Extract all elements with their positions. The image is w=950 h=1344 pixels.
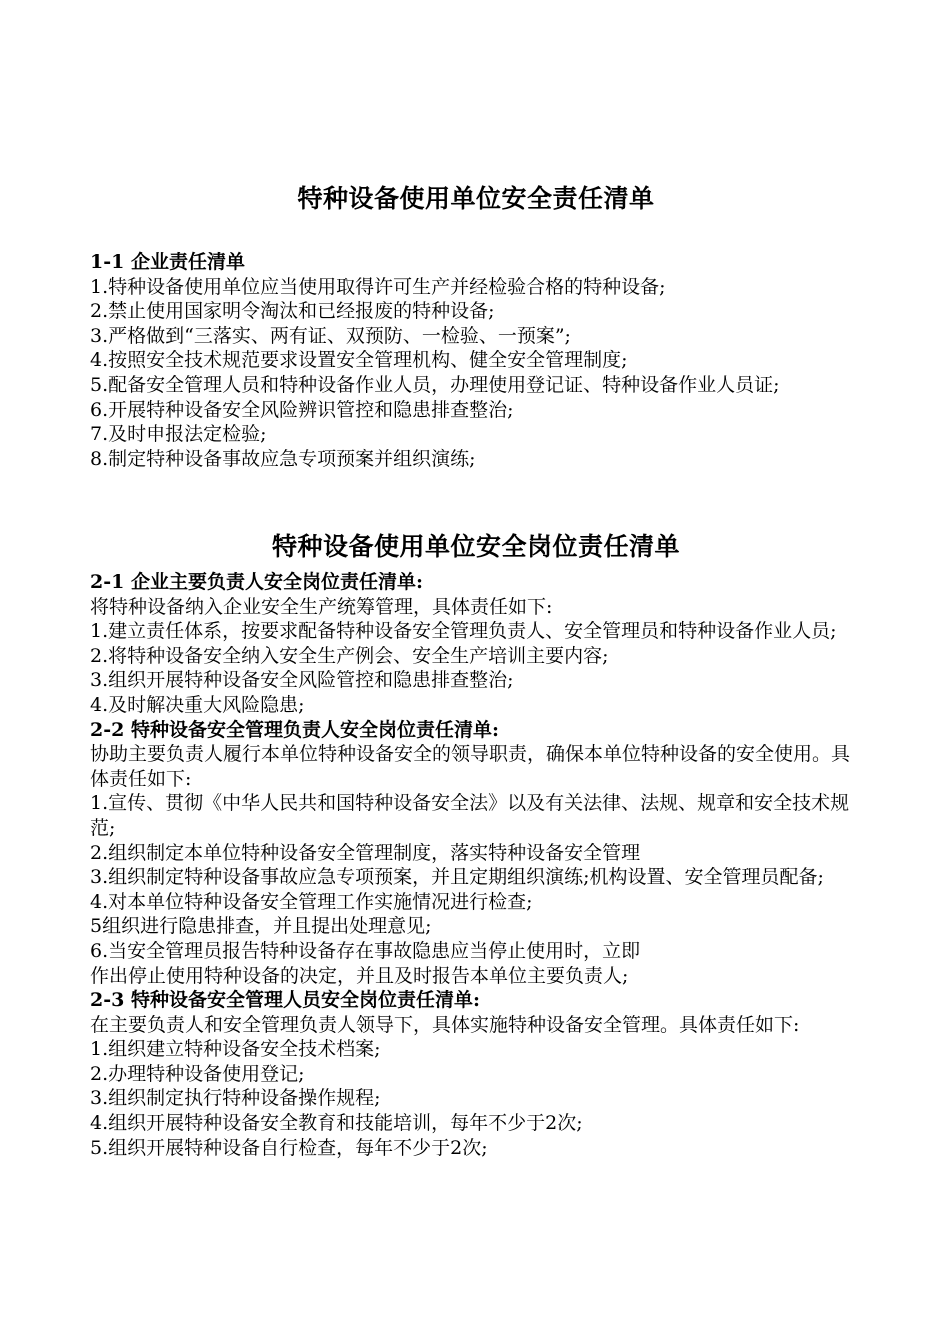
section1-item: 8.制定特种设备事故应急专项预案并组织演练; bbox=[90, 447, 476, 470]
subsection-item: 2.组织制定本单位特种设备安全管理制度，落实特种设备安全管理 bbox=[90, 841, 641, 864]
subsection-item: 5.组织开展特种设备自行检查，每年不少于2次; bbox=[90, 1136, 488, 1159]
subsection-item: 1.组织建立特种设备安全技术档案; bbox=[90, 1038, 381, 1061]
subsection-item: 4.及时解决重大风险隐患; bbox=[90, 693, 305, 716]
subsection-intro: 将特种设备纳入企业安全生产统筹管理，具体责任如下: bbox=[90, 595, 553, 618]
section1-item: 5.配备安全管理人员和特种设备作业人员，办理使用登记证、特种设备作业人员证; bbox=[90, 373, 780, 396]
subsection-heading-2-1: 2-1 企业主要负责人安全岗位责任清单: bbox=[90, 571, 423, 593]
subsection-item: 1.建立责任体系，按要求配备特种设备安全管理负责人、安全管理员和特种设备作业人员; bbox=[90, 620, 837, 643]
section2-body bbox=[90, 570, 862, 1160]
subsection-item: 3.组织开展特种设备安全风险管控和隐患排查整治; bbox=[90, 669, 514, 692]
section1-body bbox=[90, 250, 862, 471]
section1-item: 6.开展特种设备安全风险辨识管控和隐患排查整治; bbox=[90, 398, 514, 421]
section1-item: 3.严格做到“三落实、两有证、双预防、一检验、一预案”; bbox=[90, 324, 571, 347]
section1-heading: 1-1 企业责任清单 bbox=[90, 251, 245, 273]
subsection-item: 5组织进行隐患排查，并且提出处理意见; bbox=[90, 915, 432, 938]
section1-title: 特种设备使用单位安全责任清单 bbox=[297, 184, 655, 213]
subsection-item: 3.组织制定特种设备事故应急专项预案，并且定期组织演练;机构设置、安全管理员配备; bbox=[90, 866, 824, 889]
subsection-intro: 协助主要负责人履行本单位特种设备安全的领导职责，确保本单位特种设备的安全使用。具体责任如下: bbox=[90, 743, 851, 790]
subsection-item: 4.组织开展特种设备安全教育和技能培训，每年不少于2次; bbox=[90, 1112, 583, 1135]
subsection-heading-2-3: 2-3 特种设备安全管理人员安全岗位责任清单: bbox=[90, 989, 480, 1012]
section1-item: 4.按照安全技术规范要求设置安全管理机构、健全安全管理制度; bbox=[90, 349, 628, 372]
section1-item: 2.禁止使用国家明令淘汰和已经报废的特种设备; bbox=[90, 300, 495, 323]
subsection-heading-2-2: 2-2 特种设备安全管理负责人安全岗位责任清单: bbox=[90, 718, 499, 741]
subsection-item: 2.将特种设备安全纳入安全生产例会、安全生产培训主要内容; bbox=[90, 644, 609, 667]
subsection-intro: 在主要负责人和安全管理负责人领导下，具体实施特种设备安全管理。具体责任如下: bbox=[90, 1013, 800, 1036]
subsection-item: 2.办理特种设备使用登记; bbox=[90, 1062, 305, 1085]
section2-title: 特种设备使用单位安全岗位责任清单 bbox=[271, 532, 680, 561]
subsection-item: 作出停止使用特种设备的决定，并且及时报告本单位主要负责人; bbox=[90, 964, 629, 987]
subsection-item: 6.当安全管理员报告特种设备存在事故隐患应当停止使用时，立即 bbox=[90, 939, 641, 962]
section1-item: 7.及时申报法定检验; bbox=[90, 423, 267, 446]
subsection-item: 1.宣传、贯彻《中华人民共和国特种设备安全法》以及有关法律、法规、规章和安全技术规范; bbox=[90, 792, 850, 839]
subsection-item: 4.对本单位特种设备安全管理工作实施情况进行检查; bbox=[90, 890, 533, 913]
section1-item: 1.特种设备使用单位应当使用取得许可生产并经检验合格的特种设备; bbox=[90, 275, 666, 298]
subsection-item: 3.组织制定执行特种设备操作规程; bbox=[90, 1087, 381, 1110]
